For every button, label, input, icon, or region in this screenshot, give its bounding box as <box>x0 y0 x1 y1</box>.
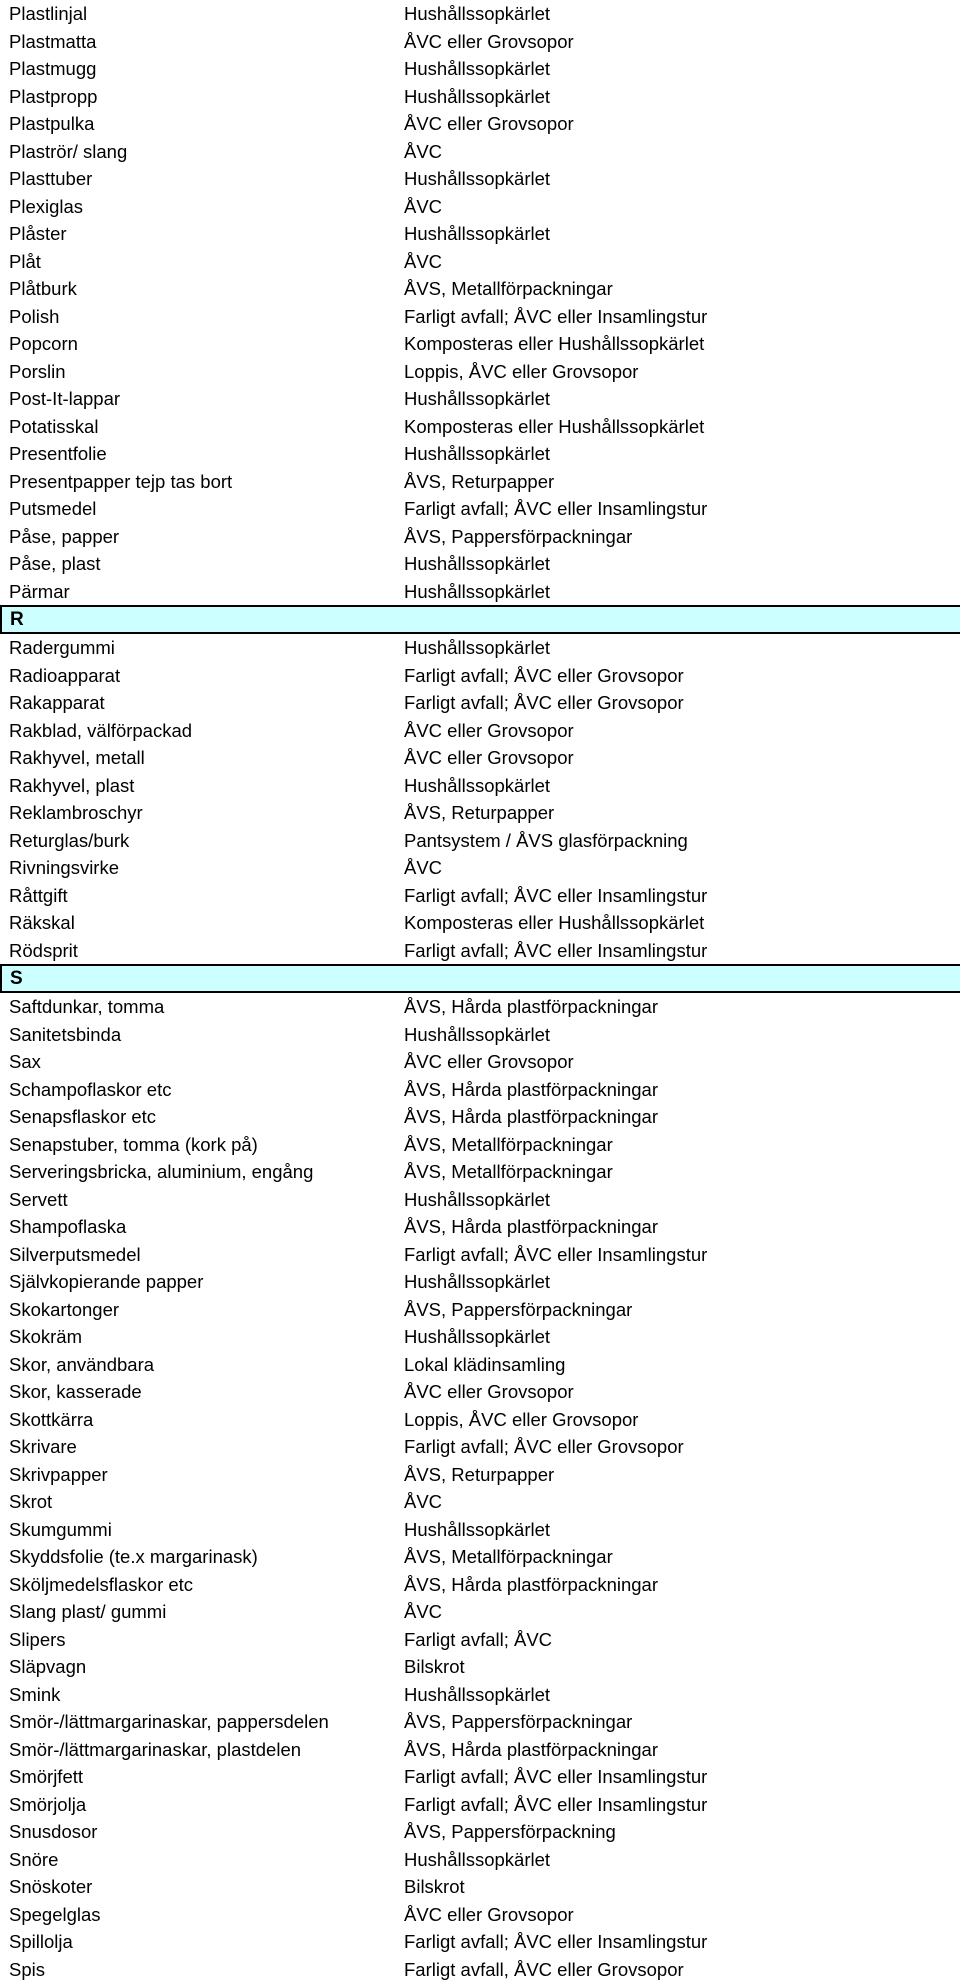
table-row <box>0 1763 960 1791</box>
disposal-method: Komposteras eller Hushållssopkärlet <box>404 330 704 358</box>
table-row <box>0 1186 960 1214</box>
disposal-method: Hushållssopkärlet <box>404 550 550 578</box>
table-row <box>0 1406 960 1434</box>
disposal-method: ÅVC <box>404 1488 442 1516</box>
disposal-method: ÅVS, Hårda plastförpackningar <box>404 1103 658 1131</box>
disposal-method: Bilskrot <box>404 1873 465 1901</box>
item-name: Silverputsmedel <box>9 1241 141 1269</box>
disposal-method: ÅVS, Metallförpackningar <box>404 1543 613 1571</box>
table-row <box>0 220 960 248</box>
item-name: Polish <box>9 303 59 331</box>
item-name: Skyddsfolie (te.x margarinask) <box>9 1543 258 1571</box>
item-name: Räkskal <box>9 909 75 937</box>
disposal-method: Farligt avfall; ÅVC eller Insamlingstur <box>404 1241 707 1269</box>
disposal-method: Komposteras eller Hushållssopkärlet <box>404 413 704 441</box>
disposal-method: Hushållssopkärlet <box>404 634 550 662</box>
disposal-method: Farligt avfall, ÅVC eller Grovsopor <box>404 1956 684 1983</box>
item-name: Senapsflaskor etc <box>9 1103 156 1131</box>
item-name: Smörjolja <box>9 1791 86 1819</box>
item-name: Släpvagn <box>9 1653 86 1681</box>
disposal-method: Hushållssopkärlet <box>404 55 550 83</box>
item-name: Rakapparat <box>9 689 105 717</box>
item-name: Spis <box>9 1956 45 1983</box>
item-name: Rivningsvirke <box>9 854 119 882</box>
disposal-method: ÅVS, Returpapper <box>404 468 554 496</box>
disposal-method: ÅVC eller Grovsopor <box>404 744 574 772</box>
disposal-method: ÅVS, Metallförpackningar <box>404 1158 613 1186</box>
table-row <box>0 744 960 772</box>
table-row <box>0 0 960 28</box>
disposal-method: ÅVS, Pappersförpackningar <box>404 523 632 551</box>
item-name: Skrivare <box>9 1433 77 1461</box>
table-row <box>0 1791 960 1819</box>
table-row <box>0 248 960 276</box>
item-name: Sköljmedelsflaskor etc <box>9 1571 193 1599</box>
disposal-method: ÅVS, Hårda plastförpackningar <box>404 1213 658 1241</box>
item-name: Servett <box>9 1186 68 1214</box>
table-row <box>0 1516 960 1544</box>
item-name: Presentfolie <box>9 440 107 468</box>
table-row <box>0 1956 960 1983</box>
item-name: Plasttuber <box>9 165 92 193</box>
table-row <box>0 1268 960 1296</box>
table-row <box>0 717 960 745</box>
disposal-method: Hushållssopkärlet <box>404 1681 550 1709</box>
item-name: Saftdunkar, tomma <box>9 993 164 1021</box>
item-name: Slipers <box>9 1626 66 1654</box>
disposal-method: ÅVS, Hårda plastförpackningar <box>404 993 658 1021</box>
disposal-method: ÅVC <box>404 138 442 166</box>
item-name: Självkopierande papper <box>9 1268 203 1296</box>
item-name: Schampoflaskor etc <box>9 1076 171 1104</box>
table-row <box>0 83 960 111</box>
item-name: Serveringsbricka, aluminium, engång <box>9 1158 313 1186</box>
item-name: Post-It-lappar <box>9 385 120 413</box>
disposal-method: ÅVC eller Grovsopor <box>404 1901 574 1929</box>
disposal-method: Hushållssopkärlet <box>404 1186 550 1214</box>
disposal-method: Komposteras eller Hushållssopkärlet <box>404 909 704 937</box>
disposal-method: Hushållssopkärlet <box>404 1516 550 1544</box>
disposal-method: Pantsystem / ÅVS glasförpackning <box>404 827 688 855</box>
table-row <box>0 193 960 221</box>
table-row <box>0 1543 960 1571</box>
disposal-method: Farligt avfall; ÅVC eller Grovsopor <box>404 1433 684 1461</box>
disposal-method: ÅVC eller Grovsopor <box>404 1048 574 1076</box>
table-row <box>0 1488 960 1516</box>
section-letter: S <box>10 966 23 991</box>
disposal-method: Farligt avfall; ÅVC eller Insamlingstur <box>404 937 707 965</box>
item-name: Skor, kasserade <box>9 1378 142 1406</box>
item-name: Skokräm <box>9 1323 82 1351</box>
disposal-method: Farligt avfall; ÅVC eller Insamlingstur <box>404 303 707 331</box>
table-row <box>0 1626 960 1654</box>
item-name: Presentpapper tejp tas bort <box>9 468 232 496</box>
disposal-method: Hushållssopkärlet <box>404 1846 550 1874</box>
table-row <box>0 1021 960 1049</box>
disposal-method: ÅVS, Pappersförpackningar <box>404 1296 632 1324</box>
disposal-method: Bilskrot <box>404 1653 465 1681</box>
table-row <box>0 55 960 83</box>
table-row <box>0 1048 960 1076</box>
table-row <box>0 1296 960 1324</box>
disposal-method: ÅVC eller Grovsopor <box>404 110 574 138</box>
table-row <box>0 854 960 882</box>
item-name: Putsmedel <box>9 495 96 523</box>
table-row <box>0 28 960 56</box>
table-row <box>0 385 960 413</box>
item-name: Påse, papper <box>9 523 119 551</box>
disposal-method: Hushållssopkärlet <box>404 1323 550 1351</box>
table-row <box>0 550 960 578</box>
table-row <box>0 138 960 166</box>
table-row <box>0 827 960 855</box>
table-row <box>0 772 960 800</box>
disposal-method: ÅVC eller Grovsopor <box>404 1378 574 1406</box>
table-row <box>0 1598 960 1626</box>
item-name: Smör-/lättmargarinaskar, plastdelen <box>9 1736 301 1764</box>
disposal-method: ÅVS, Pappersförpackning <box>404 1818 616 1846</box>
table-row <box>0 662 960 690</box>
item-name: Skumgummi <box>9 1516 112 1544</box>
disposal-method: ÅVS, Hårda plastförpackningar <box>404 1571 658 1599</box>
item-name: Slang plast/ gummi <box>9 1598 166 1626</box>
disposal-method: ÅVS, Returpapper <box>404 799 554 827</box>
disposal-method: Hushållssopkärlet <box>404 385 550 413</box>
item-name: Popcorn <box>9 330 78 358</box>
item-name: Sax <box>9 1048 41 1076</box>
item-name: Plastpulka <box>9 110 94 138</box>
item-name: Skokartonger <box>9 1296 119 1324</box>
item-name: Skrot <box>9 1488 52 1516</box>
disposal-method: ÅVS, Pappersförpackningar <box>404 1708 632 1736</box>
item-name: Plastlinjal <box>9 0 87 28</box>
item-name: Reklambroschyr <box>9 799 143 827</box>
table-row <box>0 634 960 662</box>
table-row <box>0 1351 960 1379</box>
item-name: Returglas/burk <box>9 827 129 855</box>
table-row <box>0 1653 960 1681</box>
table-row <box>0 440 960 468</box>
item-name: Smink <box>9 1681 60 1709</box>
item-name: Skor, användbara <box>9 1351 154 1379</box>
table-row <box>0 1241 960 1269</box>
disposal-method: ÅVS, Metallförpackningar <box>404 1131 613 1159</box>
item-name: Rakhyvel, metall <box>9 744 145 772</box>
table-row <box>0 165 960 193</box>
disposal-method: Hushållssopkärlet <box>404 1268 550 1296</box>
item-name: Råttgift <box>9 882 68 910</box>
item-name: Senapstuber, tomma (kork på) <box>9 1131 258 1159</box>
table-row <box>0 1076 960 1104</box>
item-name: Snöskoter <box>9 1873 92 1901</box>
disposal-method: Loppis, ÅVC eller Grovsopor <box>404 1406 638 1434</box>
disposal-method: ÅVC <box>404 193 442 221</box>
item-name: Smörjfett <box>9 1763 83 1791</box>
table-row <box>0 689 960 717</box>
disposal-method: Loppis, ÅVC eller Grovsopor <box>404 358 638 386</box>
table-row <box>0 1433 960 1461</box>
disposal-method: Hushållssopkärlet <box>404 440 550 468</box>
item-name: Snöre <box>9 1846 58 1874</box>
table-row <box>0 1213 960 1241</box>
item-name: Plåtburk <box>9 275 77 303</box>
item-name: Plexiglas <box>9 193 83 221</box>
disposal-method: Hushållssopkärlet <box>404 1021 550 1049</box>
disposal-method: Lokal klädinsamling <box>404 1351 565 1379</box>
table-row <box>0 1846 960 1874</box>
disposal-method: Farligt avfall; ÅVC eller Insamlingstur <box>404 1791 707 1819</box>
table-row <box>0 1131 960 1159</box>
table-row <box>0 937 960 965</box>
disposal-method: ÅVC eller Grovsopor <box>404 28 574 56</box>
disposal-method: Hushållssopkärlet <box>404 220 550 248</box>
table-row <box>0 1461 960 1489</box>
disposal-method: Farligt avfall; ÅVC <box>404 1626 552 1654</box>
item-name: Rödsprit <box>9 937 78 965</box>
table-row <box>0 110 960 138</box>
section-header <box>0 605 960 634</box>
item-name: Pärmar <box>9 578 70 606</box>
disposal-method: ÅVC eller Grovsopor <box>404 717 574 745</box>
disposal-method: Hushållssopkärlet <box>404 772 550 800</box>
disposal-method: Farligt avfall; ÅVC eller Insamlingstur <box>404 495 707 523</box>
item-name: Shampoflaska <box>9 1213 126 1241</box>
table-row <box>0 1103 960 1131</box>
item-name: Plastpropp <box>9 83 97 111</box>
item-name: Rakblad, välförpackad <box>9 717 192 745</box>
disposal-method: ÅVC <box>404 1598 442 1626</box>
disposal-method: Farligt avfall; ÅVC eller Insamlingstur <box>404 882 707 910</box>
section-letter: R <box>10 607 24 632</box>
item-name: Potatisskal <box>9 413 98 441</box>
table-row <box>0 993 960 1021</box>
table-row <box>0 1736 960 1764</box>
table-row <box>0 1873 960 1901</box>
item-name: Plåt <box>9 248 41 276</box>
disposal-method: Farligt avfall; ÅVC eller Insamlingstur <box>404 1763 707 1791</box>
table-row <box>0 1818 960 1846</box>
item-name: Plastmatta <box>9 28 96 56</box>
table-row <box>0 468 960 496</box>
item-name: Porslin <box>9 358 66 386</box>
item-name: Smör-/lättmargarinaskar, pappersdelen <box>9 1708 329 1736</box>
disposal-method: Hushållssopkärlet <box>404 578 550 606</box>
disposal-method: Farligt avfall; ÅVC eller Grovsopor <box>404 662 684 690</box>
item-name: Snusdosor <box>9 1818 97 1846</box>
item-name: Rakhyvel, plast <box>9 772 134 800</box>
item-name: Radergummi <box>9 634 115 662</box>
table-row <box>0 1708 960 1736</box>
table-row <box>0 1378 960 1406</box>
table-row <box>0 1323 960 1351</box>
table-row <box>0 1681 960 1709</box>
item-name: Sanitetsbinda <box>9 1021 121 1049</box>
disposal-method: Farligt avfall; ÅVC eller Grovsopor <box>404 689 684 717</box>
disposal-method: ÅVS, Returpapper <box>404 1461 554 1489</box>
item-name: Spegelglas <box>9 1901 101 1929</box>
disposal-method: ÅVC <box>404 248 442 276</box>
table-row <box>0 799 960 827</box>
item-name: Påse, plast <box>9 550 101 578</box>
item-name: Plåster <box>9 220 67 248</box>
item-name: Spillolja <box>9 1928 73 1956</box>
section-header <box>0 964 960 993</box>
table-row <box>0 523 960 551</box>
table-row <box>0 909 960 937</box>
disposal-method: Hushållssopkärlet <box>404 165 550 193</box>
table-row <box>0 303 960 331</box>
disposal-method: ÅVS, Metallförpackningar <box>404 275 613 303</box>
table-row <box>0 495 960 523</box>
table-row <box>0 275 960 303</box>
item-name: Plastmugg <box>9 55 96 83</box>
disposal-method: ÅVS, Hårda plastförpackningar <box>404 1076 658 1104</box>
disposal-method: Hushållssopkärlet <box>404 0 550 28</box>
table-row <box>0 1901 960 1929</box>
item-name: Plaströr/ slang <box>9 138 127 166</box>
table-row <box>0 330 960 358</box>
disposal-method: Farligt avfall; ÅVC eller Insamlingstur <box>404 1928 707 1956</box>
table-row <box>0 358 960 386</box>
item-name: Radioapparat <box>9 662 120 690</box>
disposal-method: ÅVS, Hårda plastförpackningar <box>404 1736 658 1764</box>
table-row <box>0 578 960 606</box>
disposal-method: Hushållssopkärlet <box>404 83 550 111</box>
disposal-method: ÅVC <box>404 854 442 882</box>
item-name: Skottkärra <box>9 1406 93 1434</box>
table-row <box>0 1928 960 1956</box>
table-row <box>0 1158 960 1186</box>
item-name: Skrivpapper <box>9 1461 108 1489</box>
table-row <box>0 1571 960 1599</box>
table-row <box>0 413 960 441</box>
table-row <box>0 882 960 910</box>
